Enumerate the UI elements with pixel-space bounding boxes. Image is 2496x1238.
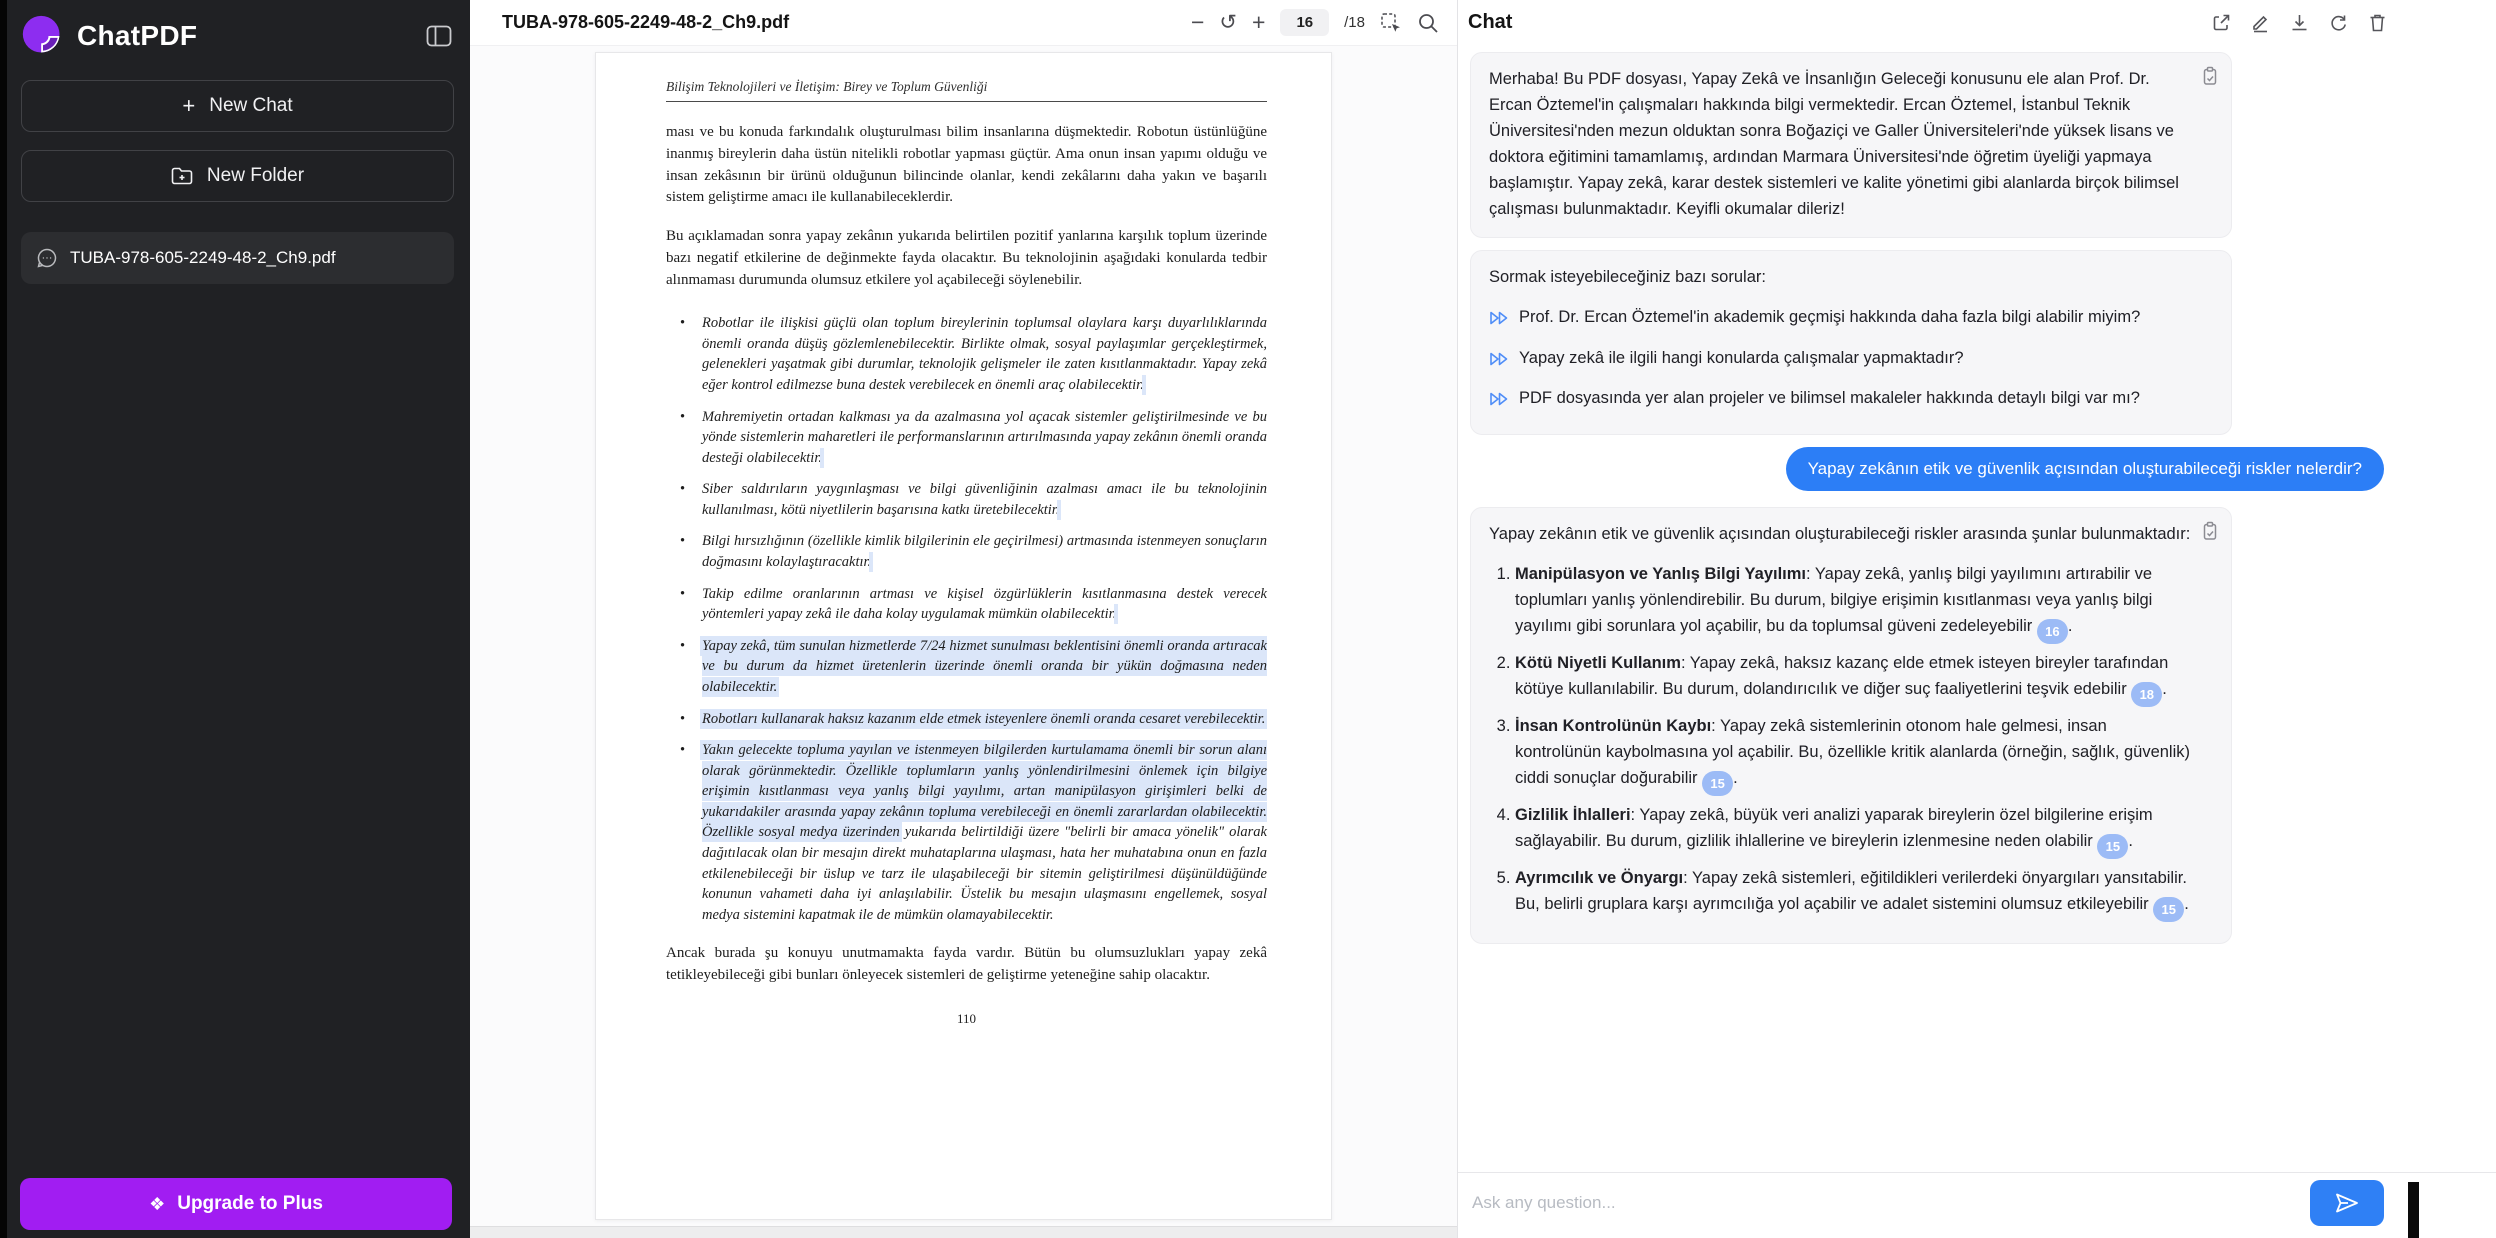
pdf-paragraph: Ancak burada şu konuyu unutmamakta fayda vardır. Bütün bu olumsuzlukları yapay zekâ tetikleyebileceği gibi bunları önleyecek sistemleri de geliştirme yeteneğine sahip olacaktır. <box>666 945 1267 984</box>
pdf-bullet: • Robotlar ile ilişkisi güçlü olan toplum bireylerinin toplumsal olaylara karşı duyarlılıklarında önemli oranda düşüş gözlemlenebilecektir. Birlikte olmak, sosyal paylaşımlar gerçekleştirmek, gelenekleri yaşatmak gibi durumlar, teknolojik gelişmeler ile zaten kısıtlanmaktadır. Yapay zekâ eğer kontrol edilmezse buna destek verebilecek en önemli araç olabilecektir. <box>702 313 1267 395</box>
zoom-in-button[interactable]: + <box>1252 9 1266 35</box>
pdf-bullet: • Siber saldırıların yaygınlaşması ve bilgi güvenliğinin azalması amacı ile bu teknolojinin kullanılması, kötü niyetlilerin başarısına katkı üretebilecektir. <box>702 479 1267 520</box>
pdf-bullet: • Bilgi hırsızlığının (özellikle kimlik bilgilerinin ele geçirilmesi) artmasında istenmeyen sonuçların doğmasını kolaylaştıracaktır. <box>702 531 1267 572</box>
send-button[interactable] <box>2310 1180 2384 1226</box>
search-icon[interactable] <box>1417 12 1439 34</box>
double-play-icon <box>1489 308 1509 336</box>
suggested-question-text[interactable]: Prof. Dr. Ercan Öztemel'in akademik geçmişi hakkında daha fazla bilgi alabilir miyim? <box>1519 308 2141 327</box>
chatpdf-logo-icon <box>21 14 65 58</box>
select-area-icon[interactable] <box>1380 12 1402 34</box>
upgrade-to-plus-button[interactable] <box>20 1178 452 1230</box>
risk-item: 3. İnsan Kontrolünün Kaybı: Yapay zekâ sistemlerinin otonom hale gelmesi, insan kontrolünün kaybolmasına yol açabilir. Bu, özellikle kritik alanlarda (örneğin, sağlık, güvenlik) ciddi sonuçlar doğurabilir 15 . <box>1515 713 2191 796</box>
risks-intro: Yapay zekânın etik ve güvenlik açısından oluşturabileceği riskler arasında şunlar bulunmaktadır: <box>1489 524 2191 543</box>
share-icon[interactable] <box>2211 12 2232 33</box>
risks-list <box>1489 561 2191 922</box>
new-chat-label: New Chat <box>209 95 293 116</box>
chat-header <box>1458 0 2496 44</box>
sidebar-item-pdf-file[interactable] <box>21 232 454 284</box>
pdf-panel <box>470 0 1458 1238</box>
risk-item: 4. Gizlilik İhlalleri: Yapay zekâ, büyük veri analizi yaparak bireylerin özel bilgilerine erişim sağlayabilir. Bu durum, gizlilik ihlallerine ve bireylerin izlenmesine neden olabilir 15 . <box>1515 802 2191 859</box>
pdf-bullet-highlighted: • Robotları kullanarak haksız kazanım elde etmek isteyenlere önemli oranda cesaret verebilecektir. <box>702 709 1267 730</box>
new-chat-button[interactable] <box>21 80 454 132</box>
chat-message-list[interactable] <box>1458 44 2496 1172</box>
assistant-message-greeting <box>1470 52 2232 238</box>
new-folder-button[interactable] <box>21 150 454 202</box>
citation-badge[interactable]: 18 <box>2131 682 2162 707</box>
chat-input[interactable] <box>1470 1181 2296 1225</box>
pdf-running-head: Bilişim Teknolojileri ve İletişim: Birey ve Toplum Güvenliği <box>666 79 1267 102</box>
pdf-paragraph: ması ve bu konuda farkındalık oluşturulması bilim insanlarına düşmektedir. Robotun üstünlüğüne inanmış bireylerin daha üstün nitelikli robotlar yapması güçtür. Ama onun insan yapımı olduğu ve insan zekâsının bir ürünü olduğunun bilincinde olanlar, kendi zekâlarını daha yakın ve başarılı sistem geliştirme amacı ile kullanabileceklerdir. <box>666 124 1267 206</box>
risk-item: 5. Ayrımcılık ve Önyargı: Yapay zekâ sistemleri, eğitildikleri verilerdeki önyargıları yansıtabilir. Bu, belirli gruplara karşı ayrımcılığa yol açabilir ve adalet sistemini olumsuz etkileyebilir 15 . <box>1515 865 2191 922</box>
sidebar-toggle-icon[interactable] <box>424 23 454 49</box>
copy-icon[interactable] <box>2201 66 2219 94</box>
zoom-out-button[interactable]: − <box>1190 9 1205 35</box>
page-total-label: /18 <box>1344 14 1365 31</box>
logo-row <box>21 10 454 62</box>
citation-badge[interactable]: 15 <box>2097 834 2128 859</box>
edit-icon[interactable] <box>2250 12 2271 33</box>
chat-panel <box>1458 0 2496 1238</box>
citation-badge[interactable]: 15 <box>1702 771 1733 796</box>
suggestions-intro: Sormak isteyebileceğiniz bazı sorular: <box>1489 268 1766 287</box>
new-folder-label: New Folder <box>206 165 305 186</box>
plus-icon: + <box>182 93 196 118</box>
upgrade-label: Upgrade to Plus <box>177 1193 323 1214</box>
double-play-icon <box>1489 389 1509 417</box>
pdf-bullet: • Takip edilme oranlarının artması ve kişisel özgürlüklerin kısıtlanmasına destek verecek yöntemleri yapay zekâ ile daha kolay uygulamak mümkün olabilecektir. <box>702 584 1267 625</box>
suggested-question[interactable] <box>1489 385 2191 417</box>
assistant-message-risks <box>1470 507 2232 945</box>
file-item-label: TUBA-978-605-2249-48-2_Ch9.pdf <box>70 248 336 267</box>
greeting-text: Merhaba! Bu PDF dosyası, Yapay Zekâ ve İnsanlığın Geleceği konusunu ele alan Prof. Dr. Ercan Öztemel'in çalışmaları hakkında bilgi vermektedir. Ercan Öztemel, İstanbul Teknik Üniversitesi'nden mezun olduktan sonra Boğaziçi ve Galler Üniversiteleri'nde yüksek lisans ve doktora eğitimini tamamlamış, ardından Marmara Üniversitesi'nde öğretim üyeliği yapmaya başlamıştır. Yapay zekâ, karar destek sistemleri ve kalite yönetimi gibi alanlarda birçok bilimsel çalışması bulunmaktadır. Keyifli okumalar dileriz! <box>1489 70 2179 219</box>
suggested-question[interactable] <box>1489 345 2191 377</box>
pdf-page <box>595 52 1332 1220</box>
sidebar <box>0 0 470 1238</box>
window-edge-bar <box>2408 1182 2419 1238</box>
chat-actions <box>2211 12 2388 33</box>
diamond-icon: ❖ <box>149 1193 166 1214</box>
rotate-button[interactable]: ↺ <box>1219 11 1238 34</box>
user-message-row <box>1470 447 2384 491</box>
double-play-icon <box>1489 349 1509 377</box>
suggested-question[interactable] <box>1489 304 2191 336</box>
pdf-title: TUBA-978-605-2249-48-2_Ch9.pdf <box>502 12 790 32</box>
pdf-bullet: • Mahremiyetin ortadan kalkması ya da azalmasına yol açacak sistemler geliştirilmesinde ve bu yönde sistemlerin maharetleri ile performanslarının artırılmasında yapay zekânın önemli oranda desteği olabilecektir. <box>702 407 1267 469</box>
pdf-paragraph: Bu açıklamadan sonra yapay zekânın yukarıda belirtilen pozitif yanlarına karşılık toplum üzerinde bazı negatif etkilerine de değinmekte fayda olacaktır. Bu teknolojinin aşağıdaki konularda tedbir alınmaması durumunda olumsuz etkilere yol açabileceği söylenebilir. <box>666 228 1267 288</box>
citation-badge[interactable]: 15 <box>2153 897 2184 922</box>
page-number-input[interactable]: 16 <box>1280 9 1329 36</box>
delete-icon[interactable] <box>2367 12 2388 33</box>
chat-bubble-icon <box>37 248 57 268</box>
user-message-bubble: Yapay zekânın etik ve güvenlik açısından oluşturabileceği riskler nelerdir? <box>1786 447 2384 491</box>
pdf-bullet-partial-highlight: • Yakın gelecekte topluma yayılan ve istenmeyen bilgilerden kurtulamama önemli bir sorun alanı olarak görünmektedir. Özellikle toplumların yanlış yönlendirilmesini önlemek için bilgiye erişimin kısıtlanması veya yanlış bilgi yayılımı, artan manipülasyon girişimleri belki de yukarıdakiler arasında yapay zekânın topluma verebileceği en önemli zararlardan olabilecektir. Özellikle sosyal medya üzerinden yukarıda belirtildiği üzere "belirli bir amaca yönelik" olarak dağıtılacak olan bir mesajın direkt muhataplarına ulaşması, hata her muhatabına onun en fazla etkilenebileceği bir üslup ve tarz ile ulaşabileceği bir sitemin geliştirilmesi düşünüldüğünde konunun vahameti daha iyi anlaşılabilir. Üstelik bu mesajın ulaşmasını engellemek, sosyal medya sistemini kapatmak ile de mümkün olamayabilecektir. <box>702 740 1267 925</box>
pdf-toolbar <box>470 0 1457 46</box>
refresh-icon[interactable] <box>2328 12 2349 33</box>
pdf-viewport[interactable] <box>470 46 1457 1226</box>
pdf-bullet-list <box>666 313 1267 925</box>
folder-plus-icon <box>171 167 193 185</box>
download-icon[interactable] <box>2289 12 2310 33</box>
suggested-question-text[interactable]: PDF dosyasında yer alan projeler ve bilimsel makaleler hakkında detaylı bilgi var mı? <box>1519 388 2140 407</box>
citation-badge[interactable]: 16 <box>2037 619 2068 644</box>
pdf-horizontal-scrollbar[interactable] <box>470 1226 1457 1238</box>
logo-text: ChatPDF <box>77 20 198 51</box>
assistant-message-suggestions <box>1470 250 2232 434</box>
chat-title: Chat <box>1468 10 1513 33</box>
pdf-page-number: 110 <box>956 1010 977 1026</box>
risk-item: 1. Manipülasyon ve Yanlış Bilgi Yayılımı: Yapay zekâ, yanlış bilgi yayılımını artırabilir ve toplumları yanlış yönlendirebilir. Bu durum, bilgiye erişimin kısıtlanması veya yanlış bilgi yayılımı gibi sorunlara yol açabilir, bu da toplumsal güveni zedeleyebilir 16 . <box>1515 561 2191 644</box>
pdf-bullet-highlighted: • Yapay zekâ, tüm sunulan hizmetlerde 7/24 hizmet sunulması beklentisini önemli oranda artıracak ve bu durum da hizmet üretenlerin üzerinde önemli oranda bir yükün doğmasına neden olabilecektir. <box>702 636 1267 698</box>
pdf-tools <box>1191 9 1439 36</box>
risk-item: 2. Kötü Niyetli Kullanım: Yapay zekâ, haksız kazanç elde etmek isteyen bireyler tarafından kötüye kullanılabilir. Bu durum, dolandırıcılık ve diğer suç faaliyetlerini teşvik edebilir 18 . <box>1515 650 2191 707</box>
chat-input-bar <box>1458 1172 2496 1238</box>
suggested-question-text[interactable]: Yapay zekâ ile ilgili hangi konularda çalışmalar yapmaktadır? <box>1519 348 1964 367</box>
copy-icon[interactable] <box>2201 521 2219 549</box>
